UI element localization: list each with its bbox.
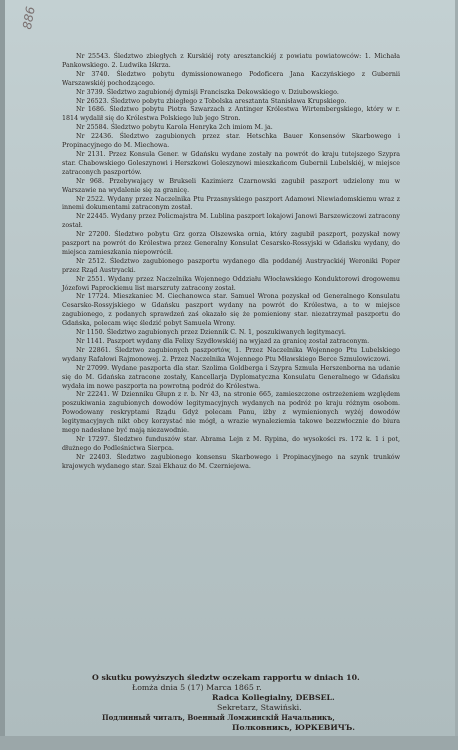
entry-item: Nr 2131. Przez Konsula Gener. w Gdańsku wydane zostały na powrót do kraju tutejszego Szypra star. Chabowskiego Goleszynowi i Herszkowi Goleszynowi mieszkańcom Gubernii Lubelskiéj, w miejsce zatraconych paszportów. — [62, 150, 400, 176]
russian-attestation-line: Подлинный читалъ, Военный Ломжинскій Начальникъ, — [102, 713, 335, 722]
closing-request-line: O skutku powyższych śledztw oczekam rapportu w dniach 10. — [92, 673, 360, 682]
councillor-signature: Radca Kollegialny, DEBSEL. — [212, 693, 335, 702]
entry-item: Nr 22861. Śledztwo zagubionych paszportów, 1. Przez Naczelnika Wojennego Ptu Lubelskiego wydany Rafałowi Rajmonowej. 2. Przez Naczelnika Wojennego Ptu Mławskiego Berce Szmulowiczowi. — [62, 346, 400, 363]
handwritten-folio-number: 886 — [20, 5, 38, 31]
page-bottom-edge — [0, 736, 458, 750]
entry-item: Nr 26523. Śledztwo pobytu zbiegłego z Tobolska aresztanta Stanisława Krupskiego. — [76, 97, 347, 105]
entry-item: Nr 22241. W Dzienniku Głupn z r. b. Nr 43, na stronie 665, zamieszczone ostrzeżeniem względem poszukiwania zagubionych dowodów legitymacyjnych wydanych na podróż po kraju różnym osobom. Powodowany reskryptami Rządu Gdyż polecam Panu, iżby z wymienionych wyżéj dowodów legitymacyjnych nikt obcy korzystać nie mógł, a wrazie wynaleziemia takowe bezzwłocznie do biura mego nadesłane być mają niezawodnie. — [62, 391, 400, 435]
entry-item: Nr 22436. Śledztwo zagubionych przez star. Hetschka Bauer Konsensów Skarbowego i Propinacyjnego do M. Miechowa. — [62, 133, 400, 150]
entry-item: Nr 22403. Śledztwo zagubionego konsensu Skarbowego i Propinacyjnego na szynk trunków krajowych wydanego star. Szai Ekhauz do M. Czerniejewa. — [62, 453, 400, 470]
entry-item: Nr 25543. Śledztwo zbiegłych z Kurskiéj roty aresztanckiéj z powiatu powiatowców: 1. Michała Pankowskiego. 2. Ludwika Iśkrza. — [62, 53, 400, 69]
entry-item: Nr 2512. Śledztwo zagubionego paszportu wydanego dla poddanéj Austryackiéj Weroniki Poper przez Rząd Austryacki. — [62, 257, 400, 274]
entry-item: Nr 17724. Mieszkaniec M. Ciechanowca star. Samuel Wrona pozyskał od Generalnego Konsulatu Cesarsko-Rossyjskiego w Gdańsku paszport wydany na powrót do Królestwa, a to w miejsce zagubionego, z podanych sprawdzeń zaś okazało się że pomieniony star. niezatrzymał paszportu do Gdańska, polecam więc śledzić pobyt Samuela Wrony. — [62, 293, 400, 328]
entry-item: Nr 25584. Śledztwo pobytu Karola Henryka 2ch imiom M. ja. — [76, 124, 273, 132]
entry-item: Nr 27200. Śledztwo pobytu Grz gorza Olszewska ornia, który zagubił paszport, pozyskał nowy paszport na powrót do Królestwa przez Generalny Konsulat Cesarsko-Rossyjski w Gdańsku wydany, do miejsca zamieszkania niepowrócił. — [62, 231, 400, 256]
entry-item: Nr 968. Przebywający w Brukseli Kazimierz Czarnowski zagubił paszport udzielony mu w Warszawie na wydalenie się za granicę. — [62, 177, 400, 194]
entry-item: Nr 1150. Śledztwo zagubionych przez Dziennik C. N. 1, poszukiwanych legitymacyi. — [76, 329, 346, 337]
entry-item: Nr 1686. Śledztwo pobytu Piotra Szwarzach z Antinger Królestwa Wirtembergskiego, który w r. 1814 wydalił się do Królestwa Polskiego lub jego Stron. — [62, 106, 400, 123]
secretary-signature: Sekretarz, Stawiński. — [217, 703, 302, 712]
entry-item: Nr 1141. Paszport wydany dla Felixy Szydłowskiéj na wyjazd za granicę został zatraconym. — [76, 338, 370, 345]
entry-item: Nr 22445. Wydany przez Policmajstra M. Lublina paszport lokajowi Janowi Barszewiczowi zatracony został. — [62, 213, 400, 230]
entry-item: Nr 17297. Śledztwo funduszów star. Abrama Lejn z M. Rypina, do wysokości rs. 172 k. 1 i pot, dłużnego do Podleśnictwa Sierpca. — [62, 435, 400, 452]
entry-item: Nr 27099. Wydane paszporta dla star. Szolima Goldberga i Szypra Szmula Herszenborna na udanie się do M. Gdańska zatracone zostały, Kancellarja Dyplomatyczna Konsulatu Generalnego w Gdańsku wydała im nowe paszporta na powrotną podróż do Królestwa. — [62, 364, 400, 390]
colonel-signature: Полковникъ, ЮРКЕВИЧЪ. — [232, 723, 356, 732]
page-left-edge — [0, 0, 5, 750]
entry-item: Nr 3739. Śledztwo zagubionéj dymisji Franciszka Dekowskiego v. Dziubowskiego. — [76, 88, 339, 96]
place-date-line: Łomża dnia 5 (17) Marca 1865 r. — [132, 683, 262, 692]
entry-item: Nr 2522. Wydany przez Naczelnika Ptu Przasnyskiego paszport Adamowi Niewiadomskiemu wraz z innemi dokumentami zatraconym został. — [62, 195, 400, 212]
closing-block — [62, 673, 402, 733]
entry-item: Nr 2551. Wydany przez Naczelnika Wojennego Oddziału Włocławskiego Konduktorowi drogowemu Józefowi Paprockiemu list marszruty zatracony został. — [62, 275, 400, 292]
entry-item: Nr 3740. Śledztwo pobytu dymissionowanego Podoficera Jana Kaczyńskiego z Gubernii Warszawskiéj pochodzącego. — [62, 70, 400, 87]
entries-list — [62, 53, 400, 472]
